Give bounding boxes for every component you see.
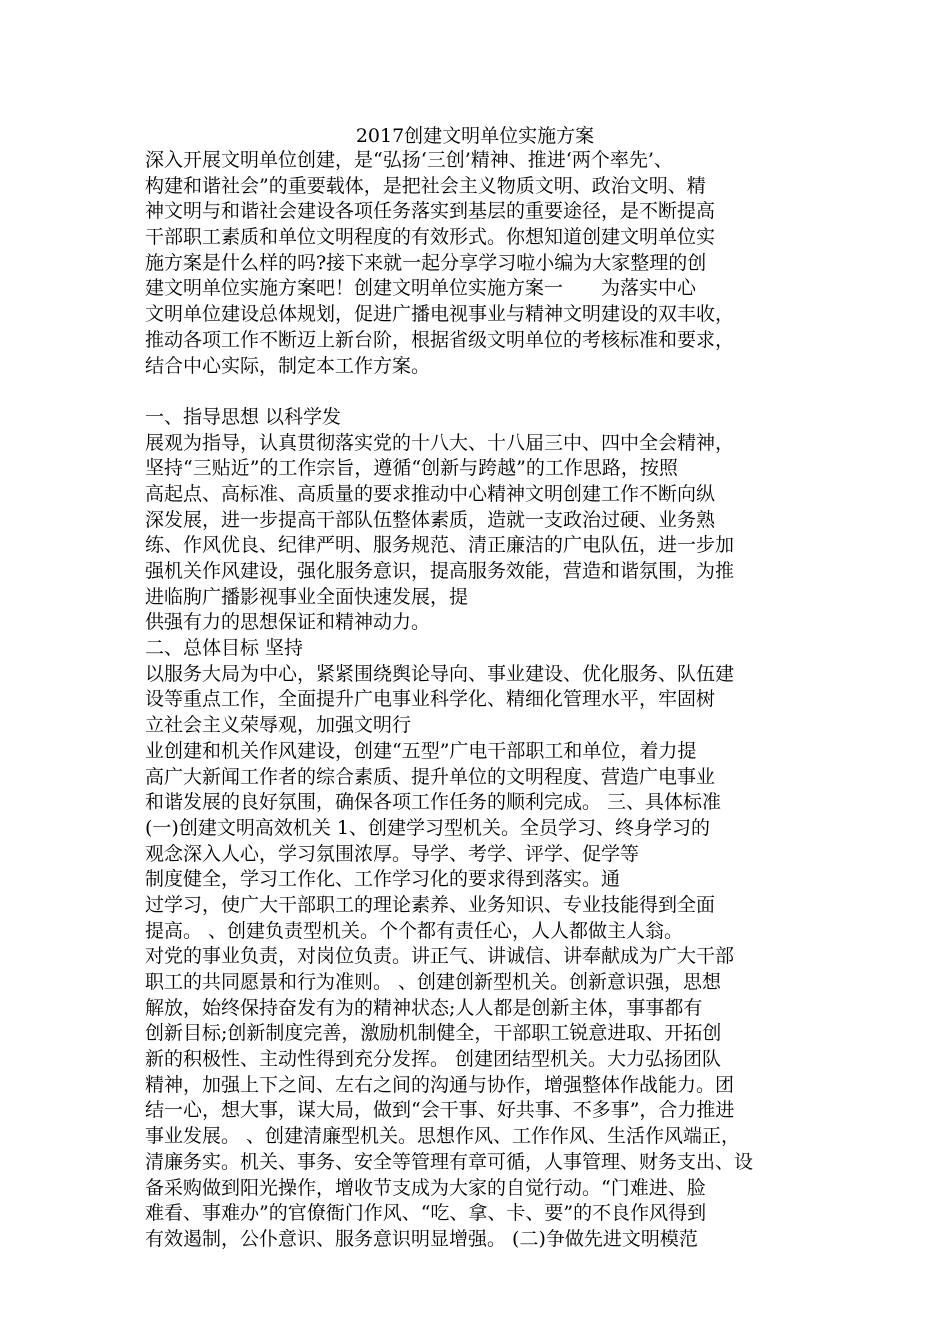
- body-line: 构建和谐社会”的重要载体，是把社会主义物质文明、政治文明、精: [145, 174, 706, 197]
- body-line: 设等重点工作，全面提升广电事业科学化、精细化管理水平，牢固树: [145, 688, 716, 711]
- body-line: (一)创建文明高效机关 1、创建学习型机关。全员学习、终身学习的: [145, 816, 710, 839]
- body-line: 深入开展文明单位创建，是“弘扬‘三创’精神、推进‘两个率先’、: [145, 149, 673, 171]
- blank-line: [145, 379, 815, 405]
- body-line: 过学习，使广大干部职工的理论素养、业务知识、专业技能得到全面: [145, 893, 716, 916]
- body-line: 新的积极性、主动性得到充分发挥。 创建团结型机关。大力弘扬团队: [145, 1048, 722, 1071]
- body-line: 展观为指导，认真贯彻落实党的十八大、十八届三中、四中全会精神，: [145, 431, 735, 454]
- body-line: 制度健全，学习工作化、工作学习化的要求得到落实。通: [145, 868, 621, 891]
- body-line: 和谐发展的良好氛围，确保各项工作任务的顺利完成。 三、具体标准: [145, 791, 722, 814]
- body-line: 清廉务实。机关、事务、安全等管理有章可循，人事管理、财务支出、设: [145, 1150, 754, 1173]
- body-line: 神文明与和谐社会建设各项任务落实到基层的重要途径，是不断提高: [145, 200, 716, 223]
- body-line: 提高。 、创建负责型机关。个个都有责任心，人人都做主人翁。: [145, 919, 684, 942]
- body-line: 事业发展。 、创建清廉型机关。思想作风、工作作风、生活作风端正，: [145, 1125, 741, 1148]
- body-line: 以服务大局为中心，紧紧围绕舆论导向、事业建设、优化服务、队伍建: [145, 662, 735, 685]
- body-line: 备采购做到阳光操作，增收节支成为大家的自觉行动。“门难进、脸: [145, 1176, 706, 1199]
- body-line: 观念深入人心，学习氛围浓厚。导学、考学、评学、促学等: [145, 842, 640, 865]
- body-line: 坚持“三贴近”的工作宗旨，遵循“创新与跨越”的工作思路，按照: [145, 457, 678, 480]
- body-line: 供强有力的思想保证和精神动力。: [145, 611, 431, 634]
- body-line: 职工的共同愿景和行为准则。 、创建创新型机关。创新意识强，思想: [145, 971, 722, 993]
- body-line: 业创建和机关作风建设，创建“五型”广电干部职工和单位，着力提: [145, 739, 697, 762]
- body-line: 练、作风优良、纪律严明、服务规范、清正廉洁的广电队伍，进一步加: [145, 534, 735, 557]
- body-line: 立社会主义荣辱观，加强文明行: [145, 714, 412, 737]
- body-line: 高广大新闻工作者的综合素质、提升单位的文明程度、营造广电事业: [145, 765, 716, 788]
- body-line: 二、总体目标 坚持: [145, 637, 304, 660]
- body-line: 干部职工素质和单位文明程度的有效形式。你想知道创建文明单位实: [145, 226, 716, 249]
- body-line: 难看、事难办”的官僚衙门作风、“吃、拿、卡、要”的不良作风得到: [145, 1202, 707, 1225]
- body-line: 精神，加强上下之间、左右之间的沟通与协作，增强整体作战能力。团: [145, 1073, 735, 1096]
- body-line: 创新目标;创新制度完善，激励机制健全，干部职工锐意进取、开拓创: [145, 1022, 722, 1045]
- body-line: 一、指导思想 以科学发: [145, 405, 342, 428]
- body-line: 深发展，进一步提高干部队伍整体素质，造就一支政治过硬、业务熟: [145, 508, 716, 531]
- body-line: 结一心，想大事，谋大局，做到“会干事、好共事、不多事”，合力推进: [145, 1099, 735, 1122]
- body-line: 强机关作风建设，强化服务意识，提高服务效能，营造和谐氛围，为推: [145, 560, 735, 582]
- document-body: [145, 148, 815, 1253]
- body-line: 进临朐广播影视事业全面快速发展，提: [145, 585, 469, 608]
- body-line: 施方案是什么样的吗?接下来就一起分享学习啦小编为大家整理的创: [145, 251, 707, 274]
- body-line: 文明单位建设总体规划，促进广播电视事业与精神文明建设的双丰收，: [145, 303, 735, 326]
- body-line: 有效遏制，公仆意识、服务意识明显增强。 (二)争做先进文明模范: [145, 1227, 698, 1250]
- body-line: 建文明单位实施方案吧！创建文明单位实施方案一 为落实中心: [145, 277, 697, 300]
- body-line: 高起点、高标准、高质量的要求推动中心精神文明创建工作不断向纵: [145, 482, 716, 505]
- document-title: 2017创建文明单位实施方案: [355, 125, 595, 147]
- body-line: 推动各项工作不断迈上新台阶，根据省级文明单位的考核标准和要求，: [145, 328, 735, 351]
- body-line: 解放，始终保持奋发有为的精神状态;人人都是创新主体，事事都有: [145, 996, 703, 1019]
- body-line: 结合中心实际，制定本工作方案。: [145, 354, 431, 377]
- body-line: 对党的事业负责，对岗位负责。讲正气、讲诚信、讲奉献成为广大干部: [145, 945, 735, 968]
